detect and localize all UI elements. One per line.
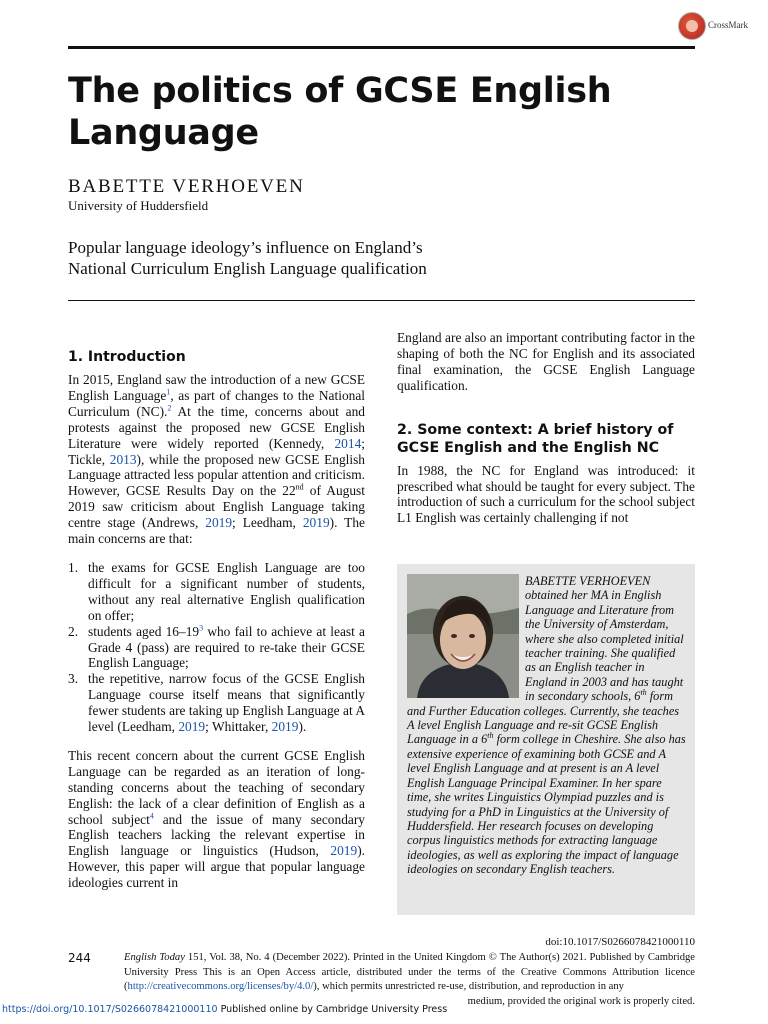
citation-link[interactable]: 2019 bbox=[178, 719, 206, 735]
citation-link[interactable]: 2014 bbox=[334, 435, 362, 451]
published-online-bar: https://doi.org/10.1017/S0266078421000110 Published online by Cambridge University Press bbox=[2, 1004, 448, 1015]
author-affiliation: University of Huddersfield bbox=[68, 198, 209, 213]
doi-link[interactable]: https://doi.org/10.1017/S0266078421000110 bbox=[2, 1004, 218, 1015]
section-1-heading: 1. Introduction bbox=[68, 349, 186, 365]
subtitle-line-1: Popular language ideology’s influence on England’s bbox=[68, 238, 423, 257]
crossmark-label: CrossMark bbox=[708, 20, 748, 30]
section-2-heading: 2. Some context: A brief history of GCSE English and the English NC bbox=[397, 421, 674, 456]
section-2-paragraph: In 1988, the NC for England was introduced: it prescribed what should be taught for every subject. The introduction of such a curriculum for the school subject L1 English was certainly challenging if not bbox=[397, 462, 695, 526]
top-rule bbox=[68, 46, 695, 49]
crossmark-icon bbox=[678, 12, 706, 40]
right-paragraph-1: England are also an important contributing factor in the shaping of both the NC for English and its associated final examination, the GCSE English Language qualification. bbox=[397, 330, 695, 393]
author-bio-box bbox=[397, 564, 695, 915]
left-column bbox=[68, 348, 365, 891]
intro-paragraph-1: In 2015, England saw the introduction of a new GCSE English Language$^1$, as part of changes to the National Curriculum (NC).$^2$ At the time, concerns about and protests against the proposed new GCSE English Literature were widely reported (Kennedy, 2014; Tickle, 2013), while the proposed new GCSE English Language attracted less popular attention and criticism. However, GCSE Results Day on the 22nd of August 2019 saw criticism about English Language taking centre stage (Andrews, 2019; Leedham, 2019). The main concerns are that: bbox=[68, 372, 365, 547]
doi-label: doi:10.1017/S0266078421000110 bbox=[545, 936, 695, 948]
intro-paragraph-2: This recent concern about the current GCSE English Language can be regarded as an iteration of long-standing concerns about the teaching of secondary English: the lack of a clear definition of English as a school subject$^4$ and the issue of many secondary English teachers lacking the relevant expertise in English language or linguistics (Hudson, 2019). However, this paper will argue that popular language ideologies current in bbox=[68, 747, 365, 891]
crossmark-badge[interactable] bbox=[678, 12, 758, 40]
citation-link[interactable]: 2019 bbox=[205, 515, 233, 531]
list-item: 3. the repetitive, narrow focus of the GCSE English Language course itself means that significantly fewer students are taking up English Language at A level (Leedham, 2019; Whittaker, 2019). bbox=[68, 671, 365, 735]
header-rule bbox=[68, 300, 695, 301]
citation-link[interactable]: 2019 bbox=[330, 843, 358, 859]
publication-footer: English Today 151, Vol. 38, No. 4 (December 2022). Printed in the United Kingdom © The Author(s) 2021. Published by Cambridge University Press This is an Open Access article, distributed under the terms of the Creative Commons Attribution licence (http://creativecommons.org/licenses/by/4.0/), which permits unrestricted re-use, distribution, and reproduction in any medium, provided the original work is properly cited. bbox=[124, 952, 696, 1007]
concerns-list bbox=[68, 560, 365, 735]
citation-link[interactable]: 2019 bbox=[271, 719, 299, 735]
list-item: 2. students aged $16-19^3$ who fail to achieve at least a Grade 4 (pass) are required to re-take their GCSE English Language; bbox=[68, 623, 365, 671]
subtitle-line-2: National Curriculum English Language qualification bbox=[68, 259, 427, 278]
citation-link[interactable]: 2013 bbox=[109, 451, 137, 467]
author-bio-text: BABETTE VERHOEVEN obtained her MA in English Language and Literature from the University of Amsterdam, where she also completed initial teacher training. She qualified as an English teacher in England in 2003 and has taught in secondary schools, 6th form and Further Education colleges. Currently, she teaches A level English Language and re-sit GCSE English Language in a 6th form college in Cheshire. She also has extensive experience of examining both GCSE and A level English Language and at present is an A level English Language Principal Examiner. In her spare time, she writes Linguistics Olympiad puzzles and is studying for a PhD in Linguistics at the University of Huddersfield. Her research focuses on developing corpus linguistics methods for extracting language ideologies, as well as exploring the impact of language ideologies on secondary English teachers. bbox=[407, 574, 686, 877]
list-item: 1. the exams for GCSE English Language are too difficult for a significant number of students, without any real alternative English qualification on offer; bbox=[68, 559, 365, 623]
author-name: BABETTE VERHOEVEN bbox=[68, 176, 305, 197]
citation-link[interactable]: 2019 bbox=[302, 515, 330, 531]
page-number: 244 bbox=[68, 951, 91, 965]
article-subtitle bbox=[68, 237, 695, 279]
article-title: The politics of GCSE English Language bbox=[68, 71, 612, 153]
right-column bbox=[397, 330, 695, 526]
license-link[interactable]: http://creativecommons.org/licenses/by/4.0/ bbox=[127, 981, 314, 993]
